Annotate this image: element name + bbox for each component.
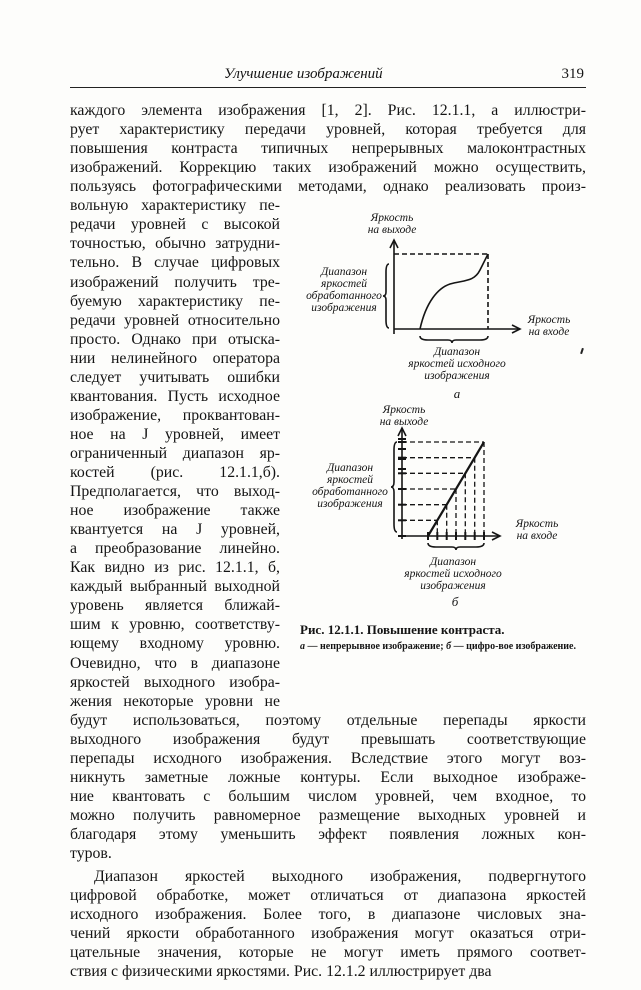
b-left-label-line4: изображения: [317, 498, 383, 510]
text-line: жения некоторые уровни не: [70, 692, 280, 710]
text-line: изображение, проквантован-: [70, 406, 280, 424]
text-line: Как видно из рис. 12.1.1, б,: [70, 559, 280, 577]
text-line: редачи уровней с высокой: [70, 216, 280, 234]
text-line: туров.: [70, 845, 112, 862]
a-bottom-brace: [420, 336, 488, 343]
text-line: исходного изображения. Более того, в диапазоне числовых зна-: [70, 906, 586, 924]
text-line: редачи уровней относительно: [70, 311, 280, 329]
text-line: каждый выбранный выходной: [70, 578, 280, 596]
text-line: буемую характеристику пе-: [70, 292, 280, 310]
text-line: тельно. В случае цифровых: [70, 254, 280, 272]
b-input-tick: [464, 532, 466, 540]
b-output-tick: [398, 535, 406, 537]
a-bottom-label: [392, 346, 522, 382]
b-input-tick: [474, 532, 476, 540]
text-line: изображений получить тре-: [70, 273, 280, 291]
text-line: рует характеристику передачи уровней, которая требуется для: [70, 121, 586, 138]
a-x-label-line2: на входе: [528, 326, 570, 338]
text-line: цательные значения, которые не могут иметь прямого соответ-: [70, 944, 586, 962]
b-output-tick: [398, 441, 406, 443]
text-line: ствия с физическими яркостями. Рис. 12.1.2 иллюстрирует два: [70, 963, 492, 981]
text-line: ограниченный диапазон яр-: [70, 444, 280, 462]
b-panel-letter: б: [451, 594, 459, 609]
running-header: [70, 64, 586, 88]
text-line: цифровой обработке, может отличаться от диапазона яркостей: [70, 887, 586, 905]
text-line: чений яркости обработанного изображения могут оказаться отри-: [70, 925, 586, 943]
text-line: будут использоваться, поэтому отдельные перепады яркости: [70, 711, 586, 729]
b-output-tick: [398, 488, 406, 490]
text-line: никнуть заметные ложные контуры. Если выходное изображе-: [70, 768, 586, 786]
text-line: Очевидно, что в диапазоне: [70, 654, 280, 672]
text-line: изображений. Коррекцию таких изображений можно осуществить,: [70, 159, 586, 177]
b-x-axis-label: [502, 518, 572, 542]
b-input-tick: [446, 532, 448, 540]
a-left-label-line3: обработанного: [306, 290, 382, 302]
text-line: шим к уровню, соответству-: [70, 616, 280, 634]
b-extra-output-tick: [398, 458, 406, 460]
header-rule: [70, 87, 586, 88]
text-line: Диапазон яркостей выходного изображения, подвергнутого: [94, 868, 586, 885]
b-extra-output-tick: [398, 438, 406, 440]
a-left-label-line1: Диапазон: [320, 266, 368, 278]
text-line: яркостей выходного изобра-: [70, 673, 280, 691]
b-bottom-label: [388, 556, 518, 592]
caption-a-letter: а: [300, 641, 305, 652]
b-output-tick: [398, 472, 406, 474]
page-number: 319: [561, 66, 584, 82]
b-bottom-label-line3: изображения: [420, 580, 486, 592]
text-line: ное изображение также: [70, 502, 280, 520]
text-line: повышения контраста типичных непрерывных малоконтрастных: [70, 140, 586, 158]
text-line: а преобразование линейно.: [70, 540, 280, 558]
a-bottom-label-line1: Диапазон: [433, 346, 481, 358]
b-input-tick: [436, 532, 438, 540]
a-y-axis-label: [352, 212, 432, 236]
b-x-label-line2: на входе: [516, 530, 558, 542]
text-line: перепады исходного изображения. Вследствие этого могут воз-: [70, 749, 586, 767]
text-line: квантования. Пусть исходное: [70, 387, 280, 405]
caption-a-text: — непрерывное изображение;: [305, 641, 447, 652]
text-line: вольную характеристику пе-: [70, 197, 280, 215]
b-input-tick: [483, 532, 485, 540]
text-line: точностью, обычно затрудни-: [70, 235, 280, 253]
a-x-axis-label: [514, 314, 584, 338]
text-line: выходного изображения будут превышать соответствующие: [70, 730, 586, 748]
text-line: нии нелинейного оператора: [70, 349, 280, 367]
text-line: Предполагается, что выход-: [70, 483, 280, 500]
b-input-tick: [427, 532, 429, 540]
text-line: каждого элемента изображения [1, 2]. Рис. 12.1.1, а иллюстри-: [70, 102, 586, 119]
b-extra-output-tick: [398, 448, 406, 450]
text-line: ное на J уровней, имеет: [70, 425, 280, 443]
text-line: благодаря этому уменьшить эффект появления ложных кон-: [70, 825, 586, 843]
b-left-label-line3: обработанного: [312, 486, 388, 498]
text-line: следует учитывать ошибки: [70, 368, 280, 386]
figure-caption-body: [300, 641, 586, 653]
b-bottom-brace: [428, 543, 484, 550]
figure-caption-title: Рис. 12.1.1. Повышение контраста.: [300, 622, 505, 637]
text-line: можно получить равномерное размещение выходных уровней и: [70, 806, 586, 824]
a-transfer-curve: [420, 254, 488, 329]
b-input-tick: [455, 532, 457, 540]
b-level-grid: [402, 442, 484, 536]
text-line: квантуется на J уровней,: [70, 521, 280, 539]
text-line: уровень является ближай-: [70, 597, 280, 615]
b-left-label-line2: яркостей: [326, 474, 374, 486]
b-output-tick: [398, 504, 406, 506]
text-line: пользуясь фотографическими методами, однако реализовать произ-: [70, 178, 586, 196]
text-line: костей (рис. 12.1.1,б).: [70, 463, 280, 481]
a-y-label-line1: Яркость: [370, 212, 414, 224]
a-y-label-line2: на выходе: [367, 224, 417, 236]
text-line: ющему входному уровню.: [70, 635, 280, 653]
a-left-label: [302, 266, 386, 314]
b-bottom-label-line2: яркостей исходного: [404, 568, 502, 580]
b-y-axis-label: [364, 404, 444, 428]
header-title: Улучшение изображений: [224, 66, 383, 82]
a-panel-letter: а: [453, 386, 461, 401]
a-left-label-line4: изображения: [311, 302, 377, 314]
b-left-label: [306, 462, 394, 510]
b-extra-output-tick: [398, 468, 406, 470]
b-x-label-line1: Яркость: [515, 518, 559, 530]
figure-12-1-1: [292, 206, 588, 676]
caption-b-text: — цифро-вое изображение.: [451, 641, 576, 652]
a-x-label-line1: Яркость: [527, 314, 571, 326]
b-y-label-line1: Яркость: [382, 404, 426, 416]
text-line: просто. Однако при отыска-: [70, 330, 280, 348]
b-bottom-label-line1: Диапазон: [429, 556, 477, 568]
b-y-label-line2: на выходе: [379, 416, 429, 428]
text-line: ние квантовать с большим числом уровней, чем входное, то: [70, 787, 586, 805]
b-output-tick: [398, 519, 406, 521]
a-bottom-label-line2: яркостей исходного: [408, 358, 506, 370]
a-left-label-line2: яркостей: [320, 278, 368, 290]
b-left-label-line1: Диапазон: [326, 462, 374, 474]
caption-b-letter: б: [446, 641, 452, 652]
a-bottom-label-line3: изображения: [424, 370, 490, 382]
